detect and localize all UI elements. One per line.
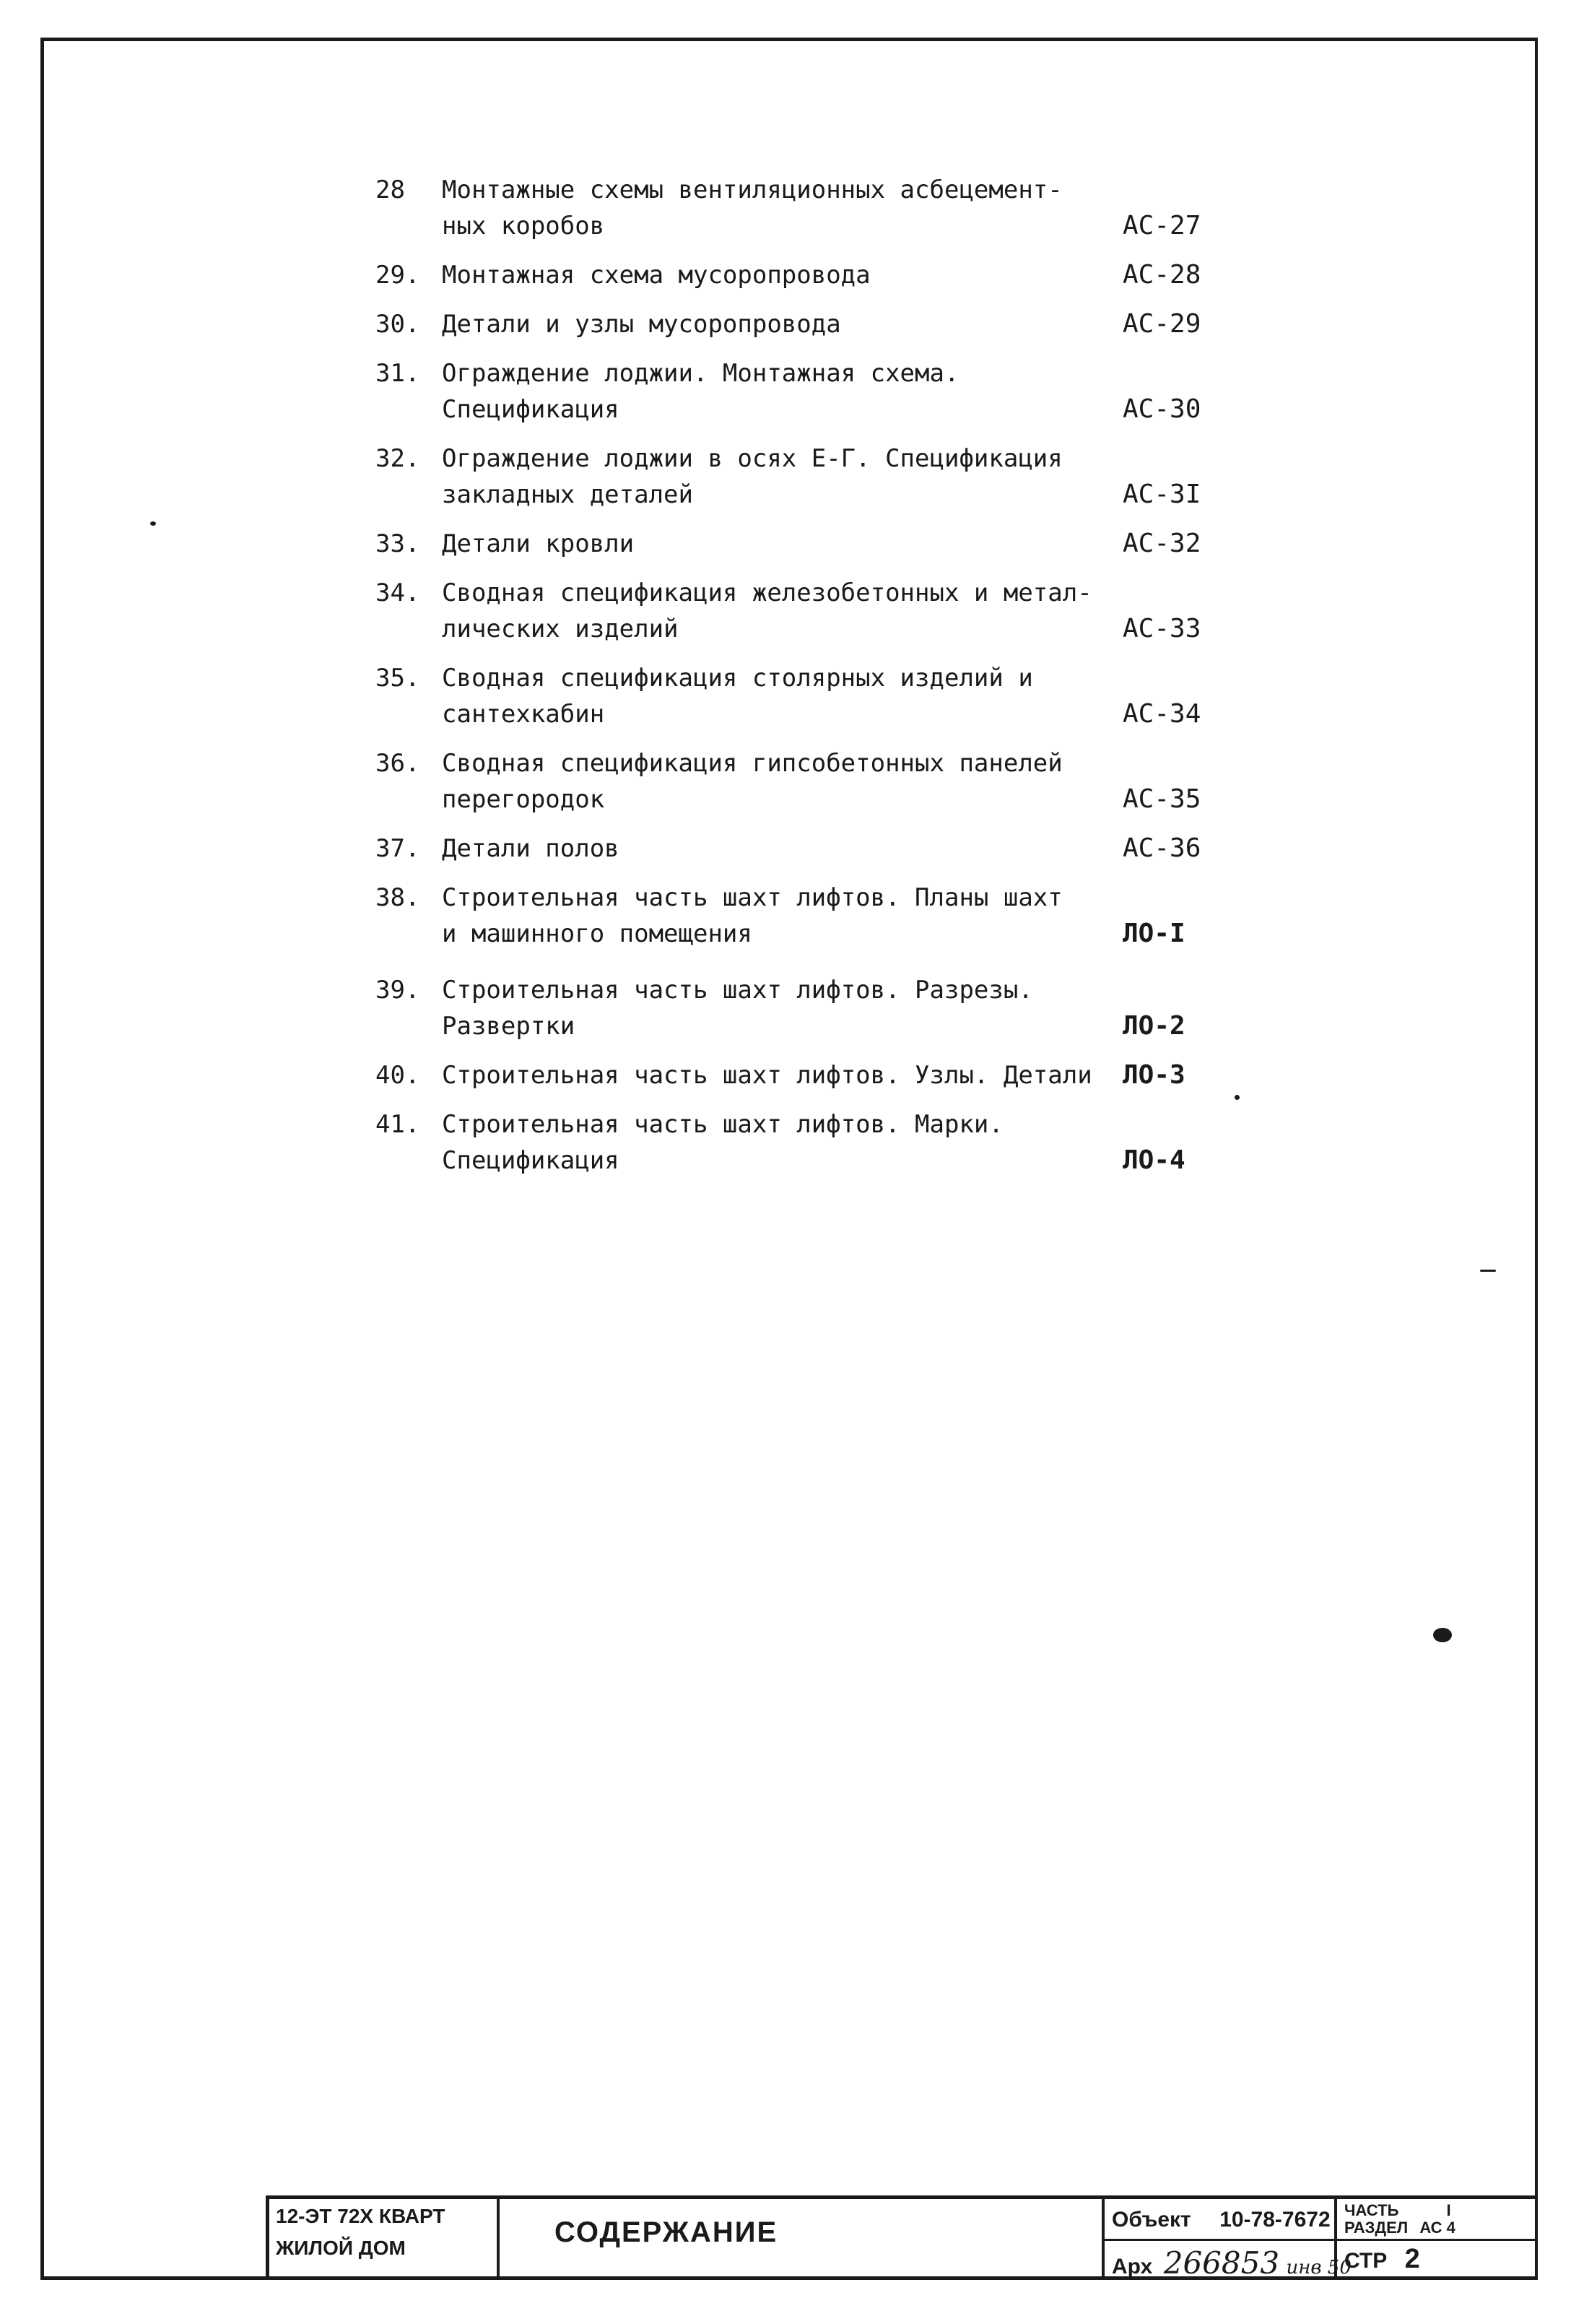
toc-entry-title-line: Спецификация	[442, 1146, 619, 1175]
archive-cell	[1112, 2245, 1352, 2281]
toc-entry-title	[442, 355, 1135, 428]
toc-entry-title-line: Сводная спецификация железобетонных и метал-	[442, 578, 1092, 607]
toc-entry-title	[442, 1057, 1135, 1093]
part-value: I	[1446, 2201, 1451, 2219]
toc-entry-number: 41.	[375, 1110, 420, 1139]
toc-entry-title-line: закладных деталей	[442, 480, 693, 509]
toc-entry	[375, 1057, 1242, 1093]
toc-entry-title-line: Монтажная схема мусоропровода	[442, 261, 871, 290]
toc-entry-number: 37.	[375, 834, 420, 863]
toc-entry-number: 39.	[375, 976, 420, 1005]
toc-entry-title	[442, 1106, 1135, 1179]
scan-speck	[150, 521, 156, 526]
toc-entry-title	[442, 575, 1135, 647]
toc-entry-title-line: Детали и узлы мусоропровода	[442, 310, 841, 339]
toc-entry-sheet-code: АС-28	[1123, 260, 1201, 290]
scan-speck	[1235, 1095, 1240, 1100]
toc-entry-title	[442, 526, 1135, 562]
toc-entry-title	[442, 831, 1135, 867]
toc-entry-title-line: Детали полов	[442, 834, 619, 863]
toc-entry-title-line: сантехкабин	[442, 700, 605, 729]
toc-entry-title-line: Строительная часть шахт лифтов. Узлы. Детали	[442, 1061, 1092, 1090]
toc-entry-number: 32.	[375, 444, 420, 473]
toc-entry-number: 33.	[375, 529, 420, 558]
tb-divider-h	[1102, 2239, 1535, 2241]
part-label: ЧАСТЬ	[1344, 2201, 1399, 2219]
toc-entry-sheet-code: АС-3I	[1123, 480, 1201, 509]
object-number: 10-78-7672	[1219, 2208, 1331, 2232]
toc-entry-sheet-code: ЛО-2	[1123, 1011, 1185, 1041]
toc-entry-title-line: Ограждение лоджии. Монтажная схема.	[442, 359, 959, 388]
toc-entry	[375, 306, 1242, 342]
toc-entry-sheet-code: ЛО-3	[1123, 1060, 1185, 1090]
toc-entry-sheet-code: АС-27	[1123, 211, 1201, 240]
toc-entry-number: 38.	[375, 883, 420, 912]
toc-entry-title-line: Монтажные схемы вентиляционных асбецемент-	[442, 175, 1063, 204]
toc-entry	[375, 355, 1242, 428]
toc-entry-title-line: и машинного помещения	[442, 919, 752, 948]
object-label: Объект	[1112, 2208, 1191, 2232]
tb-divider-1	[497, 2199, 500, 2280]
toc-entry	[375, 745, 1242, 818]
toc-entry	[375, 880, 1242, 952]
object-cell	[1112, 2205, 1331, 2233]
project-line-2: ЖИЛОЙ ДОМ	[276, 2237, 406, 2259]
toc-entry-sheet-code: АС-35	[1123, 784, 1201, 814]
project-name	[276, 2201, 492, 2264]
toc-entry-number: 28	[375, 175, 405, 204]
part-cell	[1344, 2202, 1455, 2237]
toc-entry-title	[442, 660, 1135, 732]
scan-speck	[1433, 1628, 1452, 1642]
toc-entry-title	[442, 306, 1135, 342]
toc-entry-title-line: Развертки	[442, 1012, 575, 1041]
toc-entry-title-line: Детали кровли	[442, 529, 635, 558]
toc-entry-number: 29.	[375, 261, 420, 290]
toc-entry-title-line: Спецификация	[442, 395, 619, 424]
title-block	[266, 2195, 1538, 2280]
toc-entry-sheet-code: ЛО-4	[1123, 1145, 1185, 1175]
section-value: АС 4	[1419, 2219, 1455, 2237]
toc-entry-title	[442, 745, 1135, 818]
sheet-title: СОДЕРЖАНИЕ	[554, 2216, 778, 2248]
toc-entry-title	[442, 972, 1135, 1044]
toc-entry-title-line: лических изделий	[442, 615, 679, 643]
tb-border-left	[266, 2199, 269, 2280]
table-of-contents	[375, 172, 1242, 1192]
toc-entry-title-line: Сводная спецификация гипсобетонных панелей	[442, 749, 1063, 778]
page-label: СТР	[1344, 2249, 1388, 2273]
toc-entry-number: 40.	[375, 1061, 420, 1090]
toc-entry-title-line: перегородок	[442, 785, 605, 814]
toc-entry-title	[442, 172, 1135, 244]
toc-entry-number: 36.	[375, 749, 420, 778]
toc-entry-title-line: Строительная часть шахт лифтов. Разрезы.	[442, 976, 1033, 1005]
toc-entry-title	[442, 257, 1135, 293]
toc-entry-number: 35.	[375, 664, 420, 693]
toc-entry-sheet-code: АС-32	[1123, 529, 1201, 558]
toc-entry-sheet-code: АС-29	[1123, 309, 1201, 339]
page-cell	[1344, 2244, 1420, 2275]
toc-entry	[375, 172, 1242, 244]
toc-entry	[375, 831, 1242, 867]
toc-entry-title-line: Строительная часть шахт лифтов. Марки.	[442, 1110, 1004, 1139]
toc-entry	[375, 526, 1242, 562]
toc-entry-sheet-code: АС-36	[1123, 833, 1201, 863]
section-label: РАЗДЕЛ	[1344, 2219, 1409, 2237]
toc-entry	[375, 257, 1242, 293]
archive-label: Арх	[1112, 2255, 1153, 2279]
toc-entry-sheet-code: АС-30	[1123, 394, 1201, 424]
archive-suffix: инв 50	[1286, 2257, 1352, 2279]
toc-entry	[375, 1106, 1242, 1179]
page-value: 2	[1404, 2244, 1420, 2274]
toc-entry-sheet-code: АС-34	[1123, 699, 1201, 729]
toc-entry-title-line: Ограждение лоджии в осях Е-Г. Спецификация	[442, 444, 1063, 473]
toc-entry-title-line: Сводная спецификация столярных изделий и	[442, 664, 1033, 693]
toc-entry-title-line: Строительная часть шахт лифтов. Планы шахт	[442, 883, 1063, 912]
toc-entry	[375, 972, 1242, 1044]
toc-entry	[375, 660, 1242, 732]
toc-entry-number: 34.	[375, 578, 420, 607]
scan-speck	[1480, 1270, 1496, 1272]
archive-number: 266853	[1163, 2245, 1280, 2281]
toc-entry-title	[442, 441, 1135, 513]
toc-entry	[375, 575, 1242, 647]
toc-entry-number: 31.	[375, 359, 420, 388]
toc-entry-number: 30.	[375, 310, 420, 339]
toc-entry	[375, 441, 1242, 513]
project-line-1: 12-ЭТ 72Х КВАРТ	[276, 2205, 445, 2227]
toc-entry-title-line: ных коробов	[442, 212, 605, 240]
toc-entry-sheet-code: ЛО-I	[1123, 919, 1185, 948]
toc-entry-title	[442, 880, 1135, 952]
toc-entry-sheet-code: АС-33	[1123, 614, 1201, 643]
